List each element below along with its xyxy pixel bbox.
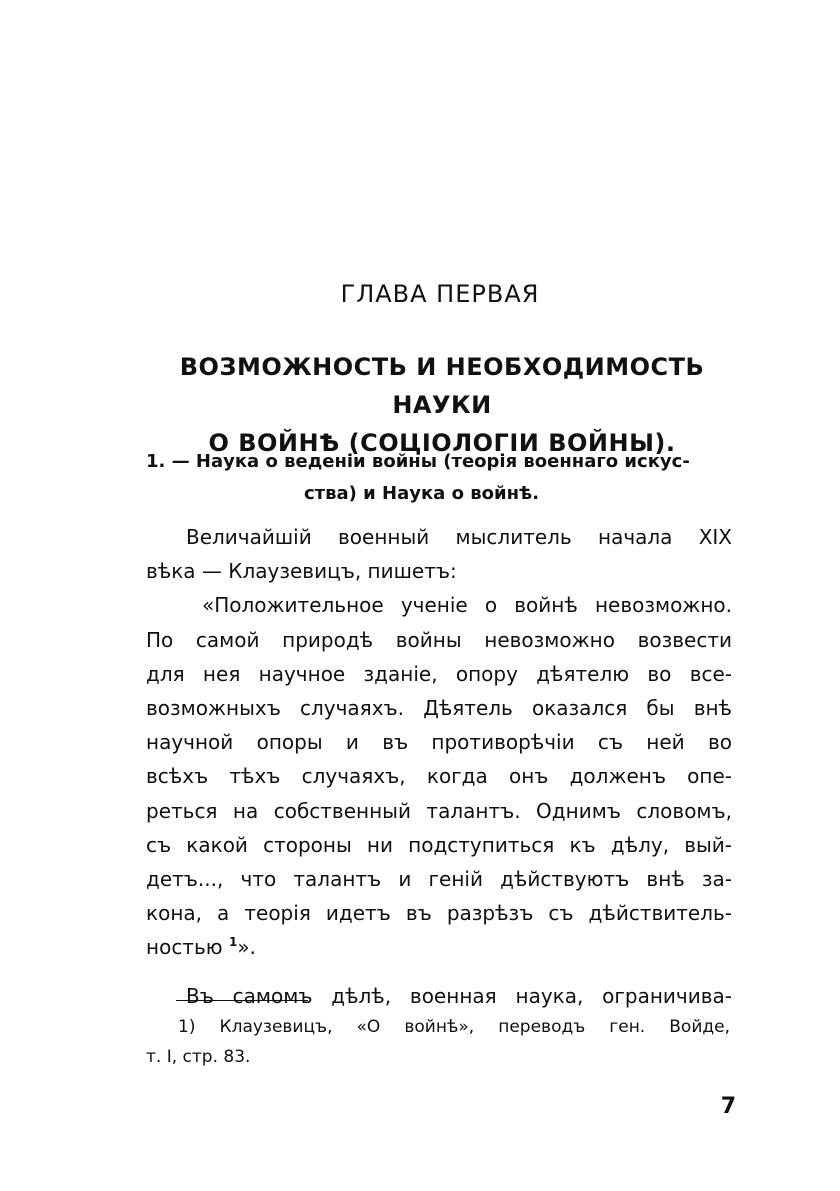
- chapter-title: [146, 348, 738, 462]
- body-line: для нея научное зданіе, опору дѣятелю во все-: [146, 661, 732, 686]
- closing-quote: ».: [237, 935, 256, 960]
- footnote-reference[interactable]: 1: [228, 935, 238, 950]
- body-line: возможныхъ случаяхъ. Дѣятель оказался бы внѣ: [146, 696, 732, 721]
- footnote-divider: [176, 1000, 308, 1001]
- section-heading-line-1: 1. — Наука о веденіи войны (теорія военнаго искус-: [146, 451, 690, 472]
- body-line: всѣхъ тѣхъ случаяхъ, когда онъ долженъ опе-: [146, 764, 732, 789]
- body-line: съ какой стороны ни подступиться къ дѣлу, вый-: [146, 832, 732, 857]
- footnote-line-1: 1) Клаузевицъ, «О войнѣ», переводъ ген. Войде,: [178, 1017, 730, 1037]
- body-line: вѣка — Клаузевицъ, пишетъ:: [146, 559, 457, 584]
- chapter-title-line-2: О ВОЙНѢ (СОЦІОЛОГІИ ВОЙНЫ).: [208, 429, 676, 457]
- body-line-quote-end: [146, 930, 732, 964]
- body-line: реться на собственный талантъ. Однимъ словомъ,: [146, 798, 732, 823]
- section-heading-line-2: ства) и Наука о войнѣ.: [304, 483, 540, 504]
- body-line: кона, а теорія идетъ въ разрѣзъ съ дѣйствитель-: [146, 901, 732, 926]
- footnote-line-2: т. I, стр. 83.: [146, 1047, 251, 1067]
- body-line: «Положительное ученіе о войнѣ невозможно.: [202, 593, 732, 618]
- body-text: [146, 520, 732, 1013]
- body-line: научной опоры и въ противорѣчіи съ ней во: [146, 730, 732, 755]
- chapter-label: ГЛАВА ПЕРВАЯ: [340, 280, 540, 308]
- page-number: 7: [720, 1094, 736, 1119]
- body-line: ностью: [146, 935, 223, 960]
- paragraph-gap: [146, 965, 732, 979]
- body-line: Въ самомъ дѣлѣ, военная наука, ограничива-: [186, 983, 732, 1008]
- body-line: Величайшій военный мыслитель начала XIX: [186, 525, 732, 549]
- chapter-title-line-1: ВОЗМОЖНОСТЬ И НЕОБХОДИМОСТЬ НАУКИ: [179, 353, 705, 419]
- body-line: По самой природѣ войны невозможно возвести: [146, 627, 732, 652]
- footnote: [146, 1012, 730, 1072]
- section-heading: [146, 446, 738, 510]
- body-line: детъ..., что талантъ и геній дѣйствуютъ внѣ за-: [146, 867, 732, 892]
